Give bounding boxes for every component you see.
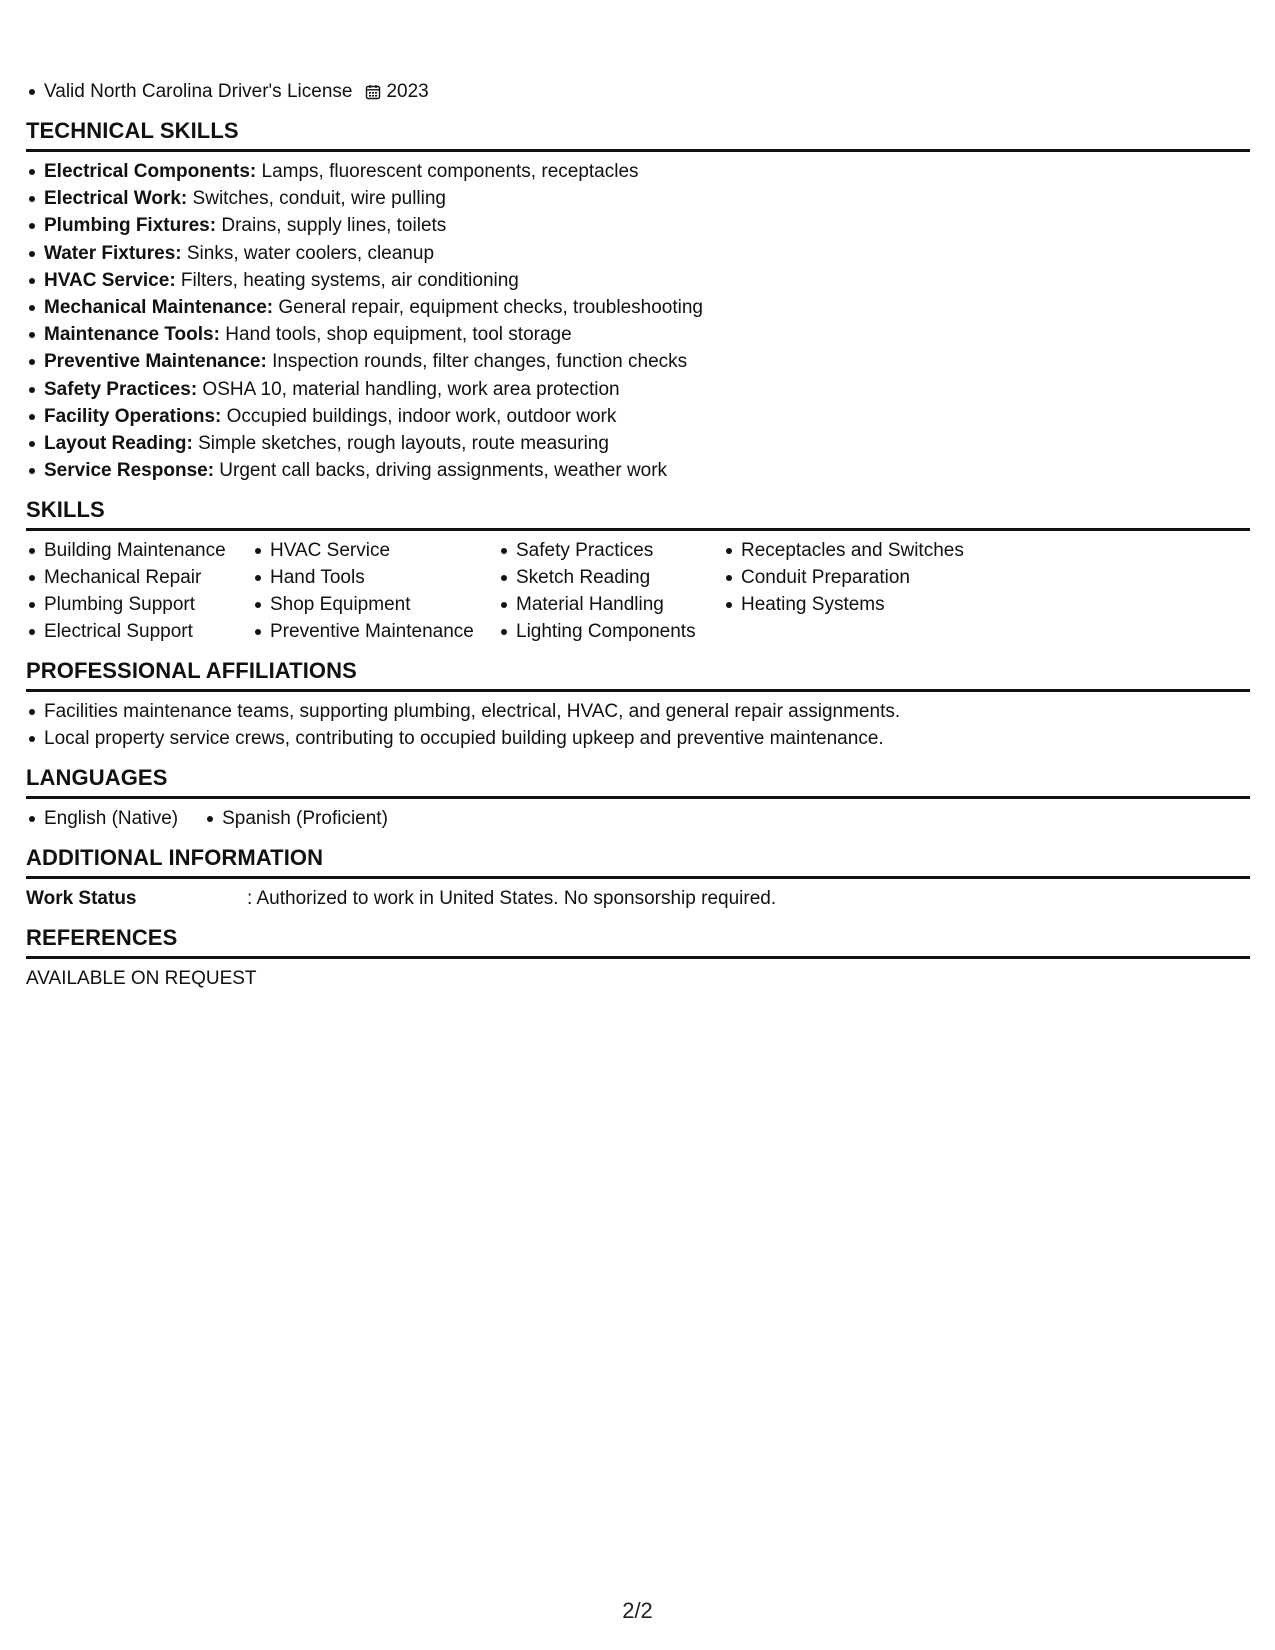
skill-item: Heating Systems: [741, 591, 1001, 618]
skill-item: Plumbing Support: [44, 591, 252, 618]
skills-section: [26, 496, 1250, 645]
technical-skill-label: Electrical Components:: [44, 161, 257, 182]
technical-skill-text: OSHA 10, material handling, work area protection: [197, 378, 620, 400]
technical-skill-item: [44, 376, 1250, 403]
skills-column: [26, 537, 252, 645]
languages-list: [26, 805, 1250, 832]
certification-list: [26, 78, 1250, 105]
technical-skills-section: [26, 117, 1250, 484]
affiliations-list: [26, 698, 1250, 752]
technical-skill-item: [44, 185, 1250, 212]
technical-skills-heading: TECHNICAL SKILLS: [26, 117, 1250, 152]
technical-skill-label: Safety Practices:: [44, 378, 198, 400]
skill-item: Safety Practices: [516, 537, 723, 564]
certification-name: Valid North Carolina Driver's License: [44, 81, 353, 102]
certification-year: 2023: [386, 81, 429, 102]
skill-item: Electrical Support: [44, 618, 252, 645]
technical-skill-item: [44, 294, 1250, 321]
references-text: AVAILABLE ON REQUEST: [26, 968, 257, 990]
technical-skill-item: [44, 348, 1250, 375]
technical-skill-label: Maintenance Tools:: [44, 324, 220, 346]
skill-item: Receptacles and Switches: [741, 537, 1001, 564]
references-heading: REFERENCES: [26, 924, 1250, 959]
skill-item: HVAC Service: [270, 537, 498, 564]
technical-skill-label: HVAC Service:: [44, 269, 176, 291]
technical-skill-item: [44, 267, 1250, 294]
technical-skill-item: [44, 430, 1250, 457]
language-item: English (Native): [44, 805, 178, 832]
technical-skill-item: [44, 403, 1250, 430]
affiliations-section: [26, 657, 1250, 752]
calendar-icon: [365, 84, 381, 100]
technical-skills-list: [26, 158, 1250, 484]
work-status-value: : Authorized to work in United States. No sponsorship required.: [247, 888, 777, 910]
skills-column: [498, 537, 723, 645]
technical-skill-label: Plumbing Fixtures:: [44, 215, 217, 237]
skill-item: Building Maintenance: [44, 537, 252, 564]
skills-grid: [26, 537, 1250, 645]
references-section: [26, 924, 1250, 992]
skill-item: Lighting Components: [516, 618, 723, 645]
additional-info-section: [26, 844, 1250, 912]
technical-skill-text: General repair, equipment checks, troubleshooting: [273, 297, 703, 319]
technical-skill-label: Layout Reading:: [44, 433, 193, 455]
technical-skill-item: [44, 240, 1250, 267]
technical-skill-text: Urgent call backs, driving assignments, weather work: [214, 460, 668, 482]
skill-item: Mechanical Repair: [44, 564, 252, 591]
technical-skill-text: Sinks, water coolers, cleanup: [181, 242, 435, 264]
technical-skill-text: Drains, supply lines, toilets: [216, 215, 447, 237]
technical-skill-item: [44, 212, 1250, 239]
technical-skill-label: Preventive Maintenance:: [44, 351, 267, 373]
technical-skill-text: Filters, heating systems, air conditioning: [175, 269, 519, 291]
skill-item: Hand Tools: [270, 564, 498, 591]
technical-skill-item: [44, 158, 1250, 185]
skill-item: Shop Equipment: [270, 591, 498, 618]
affiliations-heading: PROFESSIONAL AFFILIATIONS: [26, 657, 1250, 692]
technical-skill-text: Inspection rounds, filter changes, function checks: [266, 351, 688, 373]
technical-skill-text: Switches, conduit, wire pulling: [187, 188, 447, 210]
work-status-row: [26, 885, 1250, 912]
certification-item: [44, 78, 1250, 105]
languages-section: [26, 764, 1250, 832]
affiliation-item: Local property service crews, contributing to occupied building upkeep and preventive maintenance.: [44, 725, 1250, 752]
page-number: 2/2: [622, 1598, 653, 1623]
technical-skill-text: Lamps, fluorescent components, receptacles: [256, 161, 639, 182]
skills-column: [723, 537, 1001, 645]
skill-item: Sketch Reading: [516, 564, 723, 591]
technical-skill-label: Electrical Work:: [44, 188, 188, 210]
language-item: Spanish (Proficient): [222, 805, 388, 832]
technical-skill-label: Service Response:: [44, 460, 215, 482]
skills-column: [252, 537, 498, 645]
work-status-label: Work Status: [26, 888, 137, 910]
affiliation-item: Facilities maintenance teams, supporting plumbing, electrical, HVAC, and general repair assignments.: [44, 698, 1250, 725]
skill-item: Material Handling: [516, 591, 723, 618]
skill-item: Conduit Preparation: [741, 564, 1001, 591]
languages-heading: LANGUAGES: [26, 764, 1250, 799]
technical-skill-item: [44, 321, 1250, 348]
technical-skill-text: Hand tools, shop equipment, tool storage: [219, 324, 572, 346]
technical-skill-text: Simple sketches, rough layouts, route measuring: [192, 433, 609, 455]
technical-skill-text: Occupied buildings, indoor work, outdoor work: [221, 405, 617, 427]
additional-info-heading: ADDITIONAL INFORMATION: [26, 844, 1250, 879]
skill-item: Preventive Maintenance: [270, 618, 498, 645]
skills-heading: SKILLS: [26, 496, 1250, 531]
technical-skill-item: [44, 457, 1250, 484]
technical-skill-label: Facility Operations:: [44, 405, 222, 427]
technical-skill-label: Mechanical Maintenance:: [44, 297, 274, 319]
technical-skill-label: Water Fixtures:: [44, 242, 182, 264]
resume-page: [26, 78, 1250, 992]
